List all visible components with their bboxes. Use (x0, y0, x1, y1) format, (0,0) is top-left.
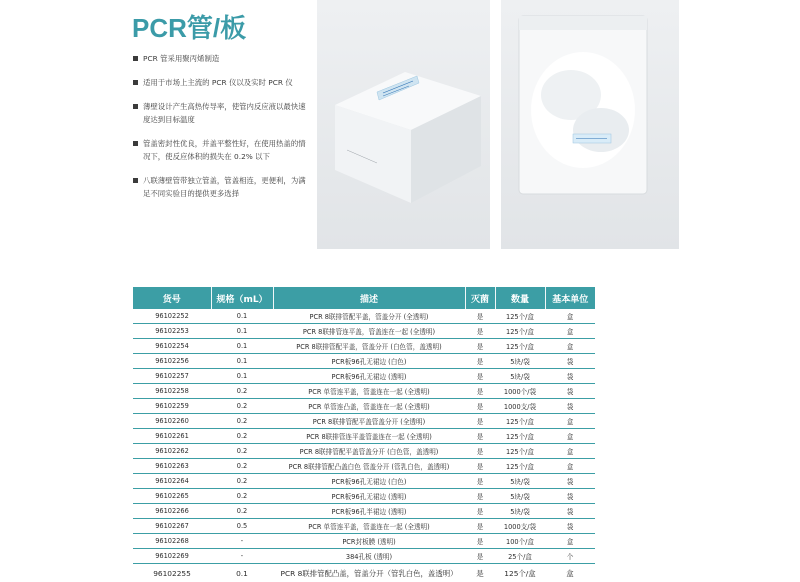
cell-item-no: 96102257 (133, 369, 211, 384)
cell-spec: 0.2 (211, 429, 273, 444)
cell-unit: 盒 (545, 564, 595, 582)
cell-quantity: 125个/盒 (495, 564, 545, 582)
feature-item (133, 76, 308, 89)
table-row (133, 414, 595, 429)
cell-unit: 袋 (545, 519, 595, 534)
cell-item-no: 96102252 (133, 309, 211, 324)
table-row (133, 564, 595, 582)
table-row (133, 384, 595, 399)
feature-item (133, 174, 308, 200)
header-quantity: 数量 (495, 287, 545, 309)
cell-item-no: 96102259 (133, 399, 211, 414)
cell-item-no: 96102258 (133, 384, 211, 399)
cell-quantity: 25个/盒 (495, 549, 545, 564)
cell-spec: 0.1 (211, 354, 273, 369)
cell-spec: 0.1 (211, 339, 273, 354)
cell-spec: 0.1 (211, 564, 273, 582)
product-photo-bag (501, 0, 679, 249)
table-row (133, 354, 595, 369)
cell-sterile: 是 (465, 309, 495, 324)
cell-item-no: 96102260 (133, 414, 211, 429)
product-photo-box (317, 0, 490, 249)
cell-sterile: 是 (465, 414, 495, 429)
cell-spec: 0.1 (211, 324, 273, 339)
cell-quantity: 125个/盒 (495, 414, 545, 429)
cell-sterile: 是 (465, 354, 495, 369)
cell-item-no: 96102261 (133, 429, 211, 444)
feature-text: 八联薄壁管带独立管盖，管盖相连，更便利，为满足不同实验目的提供更多选择 (143, 176, 306, 198)
page-title: PCR管/板 (132, 8, 246, 45)
cell-item-no: 96102269 (133, 549, 211, 564)
cell-unit: 盒 (545, 444, 595, 459)
header-spec: 规格（mL） (211, 287, 273, 309)
cell-sterile: 是 (465, 384, 495, 399)
cell-item-no: 96102263 (133, 459, 211, 474)
cell-quantity: 125个/盒 (495, 309, 545, 324)
square-bullet-icon (133, 104, 138, 109)
cell-spec: 0.1 (211, 369, 273, 384)
cell-quantity: 5块/袋 (495, 489, 545, 504)
cell-item-no: 96102262 (133, 444, 211, 459)
cell-unit: 盒 (545, 534, 595, 549)
square-bullet-icon (133, 80, 138, 85)
feature-list (133, 50, 308, 200)
table-row (133, 459, 595, 474)
table-row (133, 489, 595, 504)
cell-description: PCR 8联排管配平盖管盖分开 (白色管，盖透明) (273, 444, 465, 459)
table-row (133, 309, 595, 324)
cell-spec: - (211, 534, 273, 549)
cell-quantity: 5块/袋 (495, 504, 545, 519)
cell-unit: 盒 (545, 309, 595, 324)
table-header-row (133, 287, 595, 309)
cell-description: 384孔板 (透明) (273, 549, 465, 564)
cell-description: PCR 8联排管配平盖，管盖分开 (全透明) (273, 309, 465, 324)
cell-unit: 袋 (545, 369, 595, 384)
cell-unit: 袋 (545, 504, 595, 519)
feature-item (133, 52, 308, 65)
cell-quantity: 125个/盒 (495, 444, 545, 459)
square-bullet-icon (133, 141, 138, 146)
table-row (133, 369, 595, 384)
cell-description: PCR 8联排管配平盖，管盖分开 (白色管，盖透明) (273, 339, 465, 354)
cell-description: PCR 单管连平盖，管盖连在一起 (全透明) (273, 384, 465, 399)
table-row (133, 399, 595, 414)
cell-item-no: 96102264 (133, 474, 211, 489)
cell-item-no: 96102255 (133, 564, 211, 582)
cell-sterile: 是 (465, 564, 495, 582)
feature-text: 适用于市场上主流的 PCR 仪以及实时 PCR 仪 (143, 78, 293, 87)
cell-spec: 0.2 (211, 504, 273, 519)
cell-sterile: 是 (465, 429, 495, 444)
cell-description: PCR板96孔无裙边 (透明) (273, 369, 465, 384)
table-row (133, 324, 595, 339)
product-box-illustration (317, 0, 490, 249)
cell-spec: 0.2 (211, 384, 273, 399)
cell-description: PCR 单管连平盖，管盖连在一起 (全透明) (273, 519, 465, 534)
cell-spec: 0.2 (211, 459, 273, 474)
cell-quantity: 125个/盒 (495, 429, 545, 444)
cell-unit: 个 (545, 549, 595, 564)
cell-quantity: 5块/袋 (495, 354, 545, 369)
cell-unit: 袋 (545, 399, 595, 414)
square-bullet-icon (133, 178, 138, 183)
square-bullet-icon (133, 56, 138, 61)
header-item-no: 货号 (133, 287, 211, 309)
cell-item-no: 96102254 (133, 339, 211, 354)
cell-description: PCR板96孔半裙边 (透明) (273, 504, 465, 519)
feature-item (133, 137, 308, 163)
feature-text: 薄壁设计产生高热传导率，使管内反应液以最快速度达到目标温度 (143, 102, 306, 124)
feature-text: PCR 管采用聚丙烯制造 (143, 54, 219, 63)
cell-quantity: 125个/盒 (495, 459, 545, 474)
cell-spec: 0.2 (211, 414, 273, 429)
table-row (133, 534, 595, 549)
cell-quantity: 100个/盒 (495, 534, 545, 549)
cell-description: PCR封板膜 (透明) (273, 534, 465, 549)
cell-item-no: 96102265 (133, 489, 211, 504)
header-description: 描述 (273, 287, 465, 309)
cell-unit: 盒 (545, 324, 595, 339)
product-bag-illustration (501, 0, 679, 249)
product-table (133, 287, 595, 582)
cell-description: PCR 8联排管配平盖管盖分开 (全透明) (273, 414, 465, 429)
table-row (133, 474, 595, 489)
cell-sterile: 是 (465, 459, 495, 474)
cell-description: PCR 8联排管连平盖，管盖连在一起 (全透明) (273, 324, 465, 339)
feature-item (133, 100, 308, 126)
cell-unit: 袋 (545, 354, 595, 369)
cell-unit: 袋 (545, 489, 595, 504)
cell-sterile: 是 (465, 339, 495, 354)
cell-description: PCR 8联排管配凸盖白色 管盖分开 (管乳白色，盖透明) (273, 459, 465, 474)
cell-quantity: 1000支/袋 (495, 399, 545, 414)
cell-unit: 盒 (545, 414, 595, 429)
cell-sterile: 是 (465, 369, 495, 384)
cell-unit: 袋 (545, 384, 595, 399)
header-unit: 基本单位 (545, 287, 595, 309)
cell-quantity: 1000支/袋 (495, 519, 545, 534)
cell-unit: 盒 (545, 459, 595, 474)
cell-unit: 袋 (545, 474, 595, 489)
cell-sterile: 是 (465, 399, 495, 414)
cell-description: PCR板96孔无裙边 (透明) (273, 489, 465, 504)
cell-spec: 0.2 (211, 489, 273, 504)
cell-quantity: 5块/袋 (495, 369, 545, 384)
cell-spec: 0.1 (211, 309, 273, 324)
cell-spec: 0.5 (211, 519, 273, 534)
table-row (133, 429, 595, 444)
cell-description: PCR板96孔无裙边 (白色) (273, 354, 465, 369)
cell-item-no: 96102256 (133, 354, 211, 369)
cell-quantity: 125个/盒 (495, 339, 545, 354)
cell-item-no: 96102266 (133, 504, 211, 519)
cell-spec: - (211, 549, 273, 564)
cell-description: PCR板96孔无裙边 (白色) (273, 474, 465, 489)
cell-unit: 盒 (545, 339, 595, 354)
cell-spec: 0.2 (211, 444, 273, 459)
table-row (133, 519, 595, 534)
table-row (133, 444, 595, 459)
cell-sterile: 是 (465, 504, 495, 519)
cell-description: PCR 单管连凸盖，管盖连在一起 (全透明) (273, 399, 465, 414)
cell-description: PCR 8联排管连平盖管盖连在一起 (全透明) (273, 429, 465, 444)
feature-text: 管盖密封性优良，并盖平整性好，在使用热盖的情况下，使反应体积的损失在 0.2% 以下 (143, 139, 306, 161)
table-row (133, 339, 595, 354)
cell-sterile: 是 (465, 489, 495, 504)
cell-quantity: 5块/袋 (495, 474, 545, 489)
cell-item-no: 96102253 (133, 324, 211, 339)
cell-quantity: 1000个/袋 (495, 384, 545, 399)
cell-item-no: 96102267 (133, 519, 211, 534)
cell-item-no: 96102268 (133, 534, 211, 549)
table-row (133, 504, 595, 519)
cell-description: PCR 8联排管配凸盖，管盖分开（管乳白色，盖透明） (273, 564, 465, 582)
cell-sterile: 是 (465, 534, 495, 549)
cell-spec: 0.2 (211, 474, 273, 489)
table-row (133, 549, 595, 564)
header-sterile: 灭菌 (465, 287, 495, 309)
cell-sterile: 是 (465, 474, 495, 489)
cell-sterile: 是 (465, 519, 495, 534)
cell-sterile: 是 (465, 549, 495, 564)
cell-unit: 盒 (545, 429, 595, 444)
cell-spec: 0.2 (211, 399, 273, 414)
cell-quantity: 125个/盒 (495, 324, 545, 339)
cell-sterile: 是 (465, 324, 495, 339)
cell-sterile: 是 (465, 444, 495, 459)
